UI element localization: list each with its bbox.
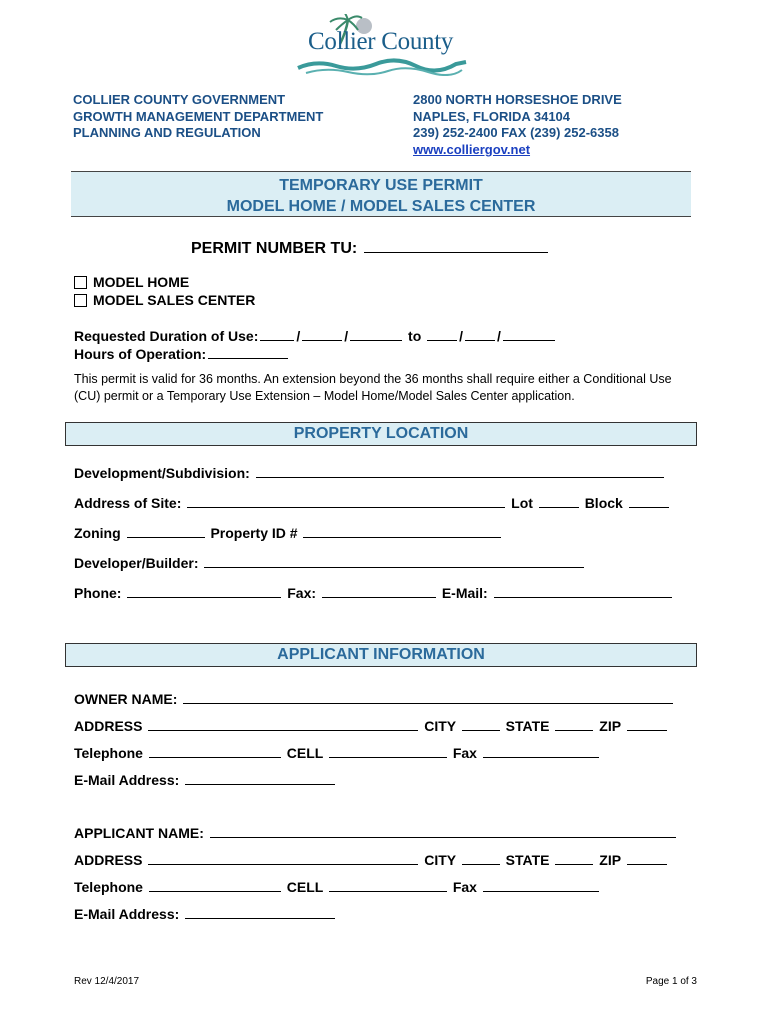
model-sales-center-checkbox[interactable] [74, 294, 87, 307]
applicant-information-heading: APPLICANT INFORMATION [65, 643, 697, 667]
applicant-name-label: APPLICANT NAME: [74, 825, 204, 841]
zoning-row [74, 525, 503, 541]
applicant-fax-field[interactable] [483, 879, 599, 892]
owner-fax-field[interactable] [483, 745, 599, 758]
header-left-line: COLLIER COUNTY GOVERNMENT [73, 92, 286, 107]
duration-start-year[interactable] [350, 328, 402, 341]
applicant-address-field[interactable] [148, 852, 418, 865]
developer-row [74, 555, 586, 571]
owner-address-field[interactable] [148, 718, 418, 731]
duration-start-month[interactable] [260, 328, 294, 341]
site-address-row [74, 495, 671, 511]
lot-field[interactable] [539, 495, 579, 508]
applicant-city-label: CITY [424, 852, 456, 868]
validity-note: This permit is valid for 36 months. An extension beyond the 36 months shall require either a Conditional Use (CU) permit or a Temporary Use Extension – Model Home/Model Sales Center application. [74, 372, 672, 403]
fax-label: Fax: [287, 585, 317, 601]
form-title-line2: MODEL HOME / MODEL SALES CENTER [226, 198, 536, 215]
applicant-cell-field[interactable] [329, 879, 447, 892]
fax-field[interactable] [322, 585, 436, 598]
property-id-field[interactable] [303, 525, 501, 538]
permit-number-label: PERMIT NUMBER TU: [191, 240, 358, 257]
applicant-address-label: ADDRESS [74, 852, 143, 868]
duration-end-day[interactable] [465, 328, 495, 341]
logo-wordmark: Collier County [308, 28, 454, 55]
header-right-line: NAPLES, FLORIDA 34104 [413, 108, 571, 124]
owner-telephone-label: Telephone [74, 745, 143, 761]
block-label: Block [584, 495, 623, 511]
header-right-line: 239) 252-2400 FAX (239) 252-6358 [413, 125, 619, 140]
applicant-city-field[interactable] [462, 852, 500, 865]
email-label: E-Mail: [441, 585, 488, 601]
duration-end-year[interactable] [503, 328, 555, 341]
owner-city-field[interactable] [462, 718, 500, 731]
duration-label: Requested Duration of Use: [74, 328, 259, 344]
developer-label: Developer/Builder: [74, 555, 199, 571]
development-row [74, 465, 666, 481]
development-field[interactable] [256, 465, 664, 478]
owner-email-row [74, 772, 337, 788]
model-sales-option [74, 292, 255, 308]
applicant-telephone-label: Telephone [74, 879, 143, 895]
owner-city-label: CITY [424, 718, 456, 734]
developer-field[interactable] [204, 555, 584, 568]
property-location-heading: PROPERTY LOCATION [65, 422, 697, 446]
hours-row [74, 346, 290, 362]
model-home-label: MODEL HOME [93, 274, 190, 290]
permit-number-field[interactable] [364, 238, 548, 253]
owner-cell-label: CELL [286, 745, 324, 761]
owner-email-field[interactable] [185, 772, 335, 785]
duration-start-day[interactable] [302, 328, 342, 341]
owner-phone-row [74, 745, 601, 761]
applicant-telephone-field[interactable] [149, 879, 281, 892]
department-address-block [73, 92, 323, 142]
development-label: Development/Subdivision: [74, 465, 250, 481]
applicant-state-label: STATE [505, 852, 550, 868]
owner-zip-label: ZIP [599, 718, 621, 734]
contact-block [413, 92, 622, 158]
revision-date: Rev 12/4/2017 [74, 976, 140, 987]
hours-label: Hours of Operation: [74, 346, 207, 362]
email-field[interactable] [494, 585, 672, 598]
form-title-line1: TEMPORARY USE PERMIT [279, 177, 483, 194]
applicant-email-label: E-Mail Address: [74, 906, 180, 922]
model-sales-center-label: MODEL SALES CENTER [93, 292, 256, 308]
applicant-state-field[interactable] [555, 852, 593, 865]
header-left-line: GROWTH MANAGEMENT DEPARTMENT [73, 108, 324, 124]
applicant-email-row [74, 906, 337, 922]
website-link[interactable]: www.colliergov.net [413, 141, 531, 157]
applicant-address-row [74, 852, 669, 868]
zoning-label: Zoning [74, 525, 121, 541]
page-number: Page 1 of 3 [645, 976, 697, 987]
applicant-email-field[interactable] [185, 906, 335, 919]
owner-state-label: STATE [505, 718, 550, 734]
header-left-line: PLANNING AND REGULATION [73, 125, 261, 140]
site-address-field[interactable] [187, 495, 505, 508]
owner-name-row [74, 691, 675, 707]
permit-number-row [191, 238, 550, 258]
model-home-checkbox[interactable] [74, 276, 87, 289]
duration-end-month[interactable] [427, 328, 457, 341]
block-field[interactable] [629, 495, 669, 508]
applicant-zip-field[interactable] [627, 852, 667, 865]
phone-label: Phone: [74, 585, 122, 601]
hours-field[interactable] [208, 346, 288, 359]
owner-state-field[interactable] [555, 718, 593, 731]
owner-fax-label: Fax [452, 745, 477, 761]
owner-telephone-field[interactable] [149, 745, 281, 758]
property-id-label: Property ID # [210, 525, 298, 541]
phone-row [74, 585, 674, 601]
applicant-zip-label: ZIP [599, 852, 621, 868]
header-right-line: 2800 NORTH HORSESHOE DRIVE [413, 92, 622, 107]
collier-county-logo [296, 14, 472, 76]
duration-to-label: to [408, 328, 422, 344]
owner-zip-field[interactable] [627, 718, 667, 731]
form-title [71, 171, 691, 217]
applicant-cell-label: CELL [286, 879, 324, 895]
owner-cell-field[interactable] [329, 745, 447, 758]
zoning-field[interactable] [127, 525, 205, 538]
owner-name-label: OWNER NAME: [74, 691, 178, 707]
phone-field[interactable] [127, 585, 281, 598]
applicant-name-field[interactable] [210, 825, 676, 838]
applicant-name-row [74, 825, 678, 841]
applicant-fax-label: Fax [452, 879, 477, 895]
duration-row: Requested Duration of Use: / / to / / [74, 328, 557, 344]
model-home-option [74, 274, 189, 290]
owner-address-label: ADDRESS [74, 718, 143, 734]
applicant-phone-row [74, 879, 601, 895]
site-address-label: Address of Site: [74, 495, 182, 511]
owner-email-label: E-Mail Address: [74, 772, 180, 788]
owner-address-row [74, 718, 669, 734]
owner-name-field[interactable] [183, 691, 673, 704]
lot-label: Lot [511, 495, 533, 511]
